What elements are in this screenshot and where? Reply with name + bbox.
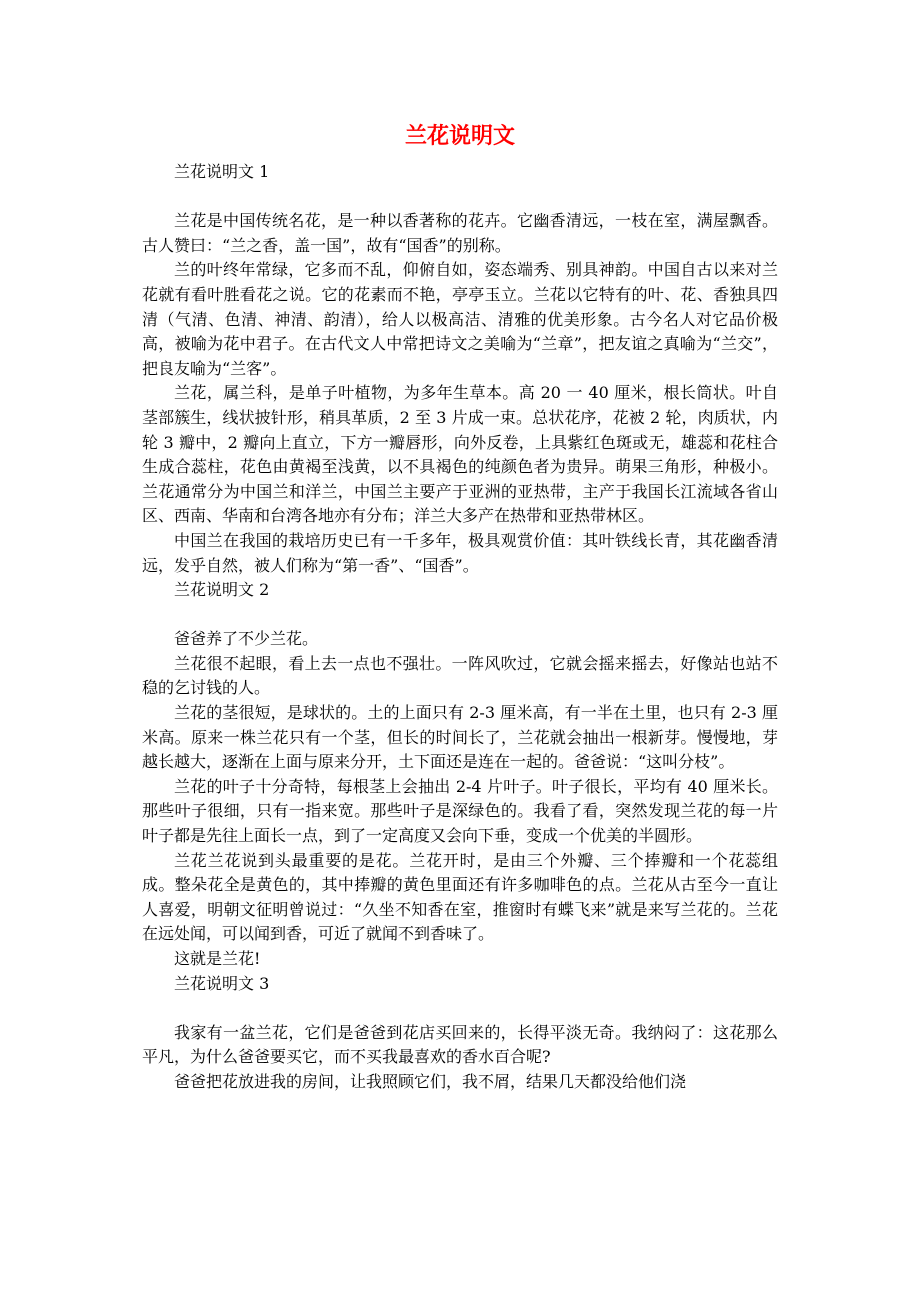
paragraph: 兰花兰花说到头最重要的是花。兰花开时，是由三个外瓣、三个捧瓣和一个花蕊组成。整朵花全是黄色的，其中捧瓣的黄色里面还有许多咖啡色的点。兰花从古至今一直让人喜爱，明朝文征明曾说过：“久坐不知香在室，推窗时有蝶飞来”就是来写兰花的。兰花在远处闻，可以闻到香，可近了就闻不到香味了。 xyxy=(142,850,778,944)
blank-line xyxy=(142,603,778,628)
blank-line xyxy=(142,185,778,210)
paragraph: 兰的叶终年常绿，它多而不乱，仰俯自如，姿态端秀、别具神韵。中国自古以来对兰花就有看叶胜看花之说。它的花素而不艳，亭亭玉立。兰花以它特有的叶、花、香独具四清（气清、色清、神清、韵清），给人以极高洁、清雅的优美形象。古今名人对它品价极高，被喻为花中君子。在古代文人中常把诗文之美喻为“兰章”，把友谊之真喻为“兰交”，把良友喻为“兰客”。 xyxy=(142,260,778,378)
document-title: 兰花说明文 xyxy=(404,123,515,149)
paragraph: 这就是兰花! xyxy=(174,949,261,968)
section-heading-2: 兰花说明文 2 xyxy=(174,580,270,600)
document-page xyxy=(142,112,778,1095)
paragraph: 兰花的茎很短，是球状的。土的上面只有 2-3 厘米高，有一半在土里，也只有 2-3 厘米高。原来一株兰花只有一个茎，但长的时间长了，兰花就会抽出一根新芽。慢慢地，芽越长越大，逐渐在上面与原来分开，土下面还是连在一起的。爸爸说：“这叫分枝”。 xyxy=(142,703,778,772)
paragraph: 爸爸养了不少兰花。 xyxy=(174,629,319,649)
paragraph: 兰花，属兰科，是单子叶植物，为多年生草本。高 20 一 40 厘米，根长筒状。叶自茎部簇生，线状披针形，稍具革质，2 至 3 片成一束。总状花序，花被 2 轮，肉质状，内轮 3 瓣中，2 瓣向上直立，下方一瓣唇形，向外反卷，上具紫红色斑或无，雄蕊和花柱合生成合蕊柱，花色由黄褐至浅黄，以不具褐色的纯颜色者为贵异。萌果三角形，种极小。兰花通常分为中国兰和洋兰，中国兰主要产于亚洲的亚热带，主产于我国长江流域各省山区、西南、华南和台湾各地亦有分布；洋兰大多产在热带和亚热带林区。 xyxy=(142,383,778,526)
paragraph: 兰花是中国传统名花，是一种以香著称的花卉。它幽香清远，一枝在室，满屋飘香。古人赞曰：“兰之香，盖一国”，故有“国香”的别称。 xyxy=(142,211,778,255)
blank-line xyxy=(142,996,778,1021)
paragraph: 我家有一盆兰花，它们是爸爸到花店买回来的，长得平淡无奇。我纳闷了：这花那么平凡，为什么爸爸要买它，而不买我最喜欢的香水百合呢? xyxy=(142,1022,778,1067)
paragraph: 兰花很不起眼，看上去一点也不强壮。一阵风吹过，它就会摇来摇去，好像站也站不稳的乞讨钱的人。 xyxy=(142,653,778,698)
section-heading-3: 兰花说明文 3 xyxy=(174,973,270,993)
paragraph: 兰花的叶子十分奇特，每根茎上会抽出 2-4 片叶子。叶子很长，平均有 40 厘米长。那些叶子很细，只有一指来宽。那些叶子是深绿色的。我看了看，突然发现兰花的每一片叶子都是先往上面长一点，到了一定高度又会向下垂，变成一个优美的半圆形。 xyxy=(142,776,778,846)
paragraph: 中国兰在我国的栽培历史已有一千多年，极具观赏价值：其叶铁线长青，其花幽香清远，发乎自然，被人们称为“第一香”、“国香”。 xyxy=(142,530,778,575)
section-heading-1: 兰花说明文 1 xyxy=(174,162,270,181)
paragraph: 爸爸把花放进我的房间，让我照顾它们，我不屑，结果几天都没给他们浇 xyxy=(174,1071,687,1091)
